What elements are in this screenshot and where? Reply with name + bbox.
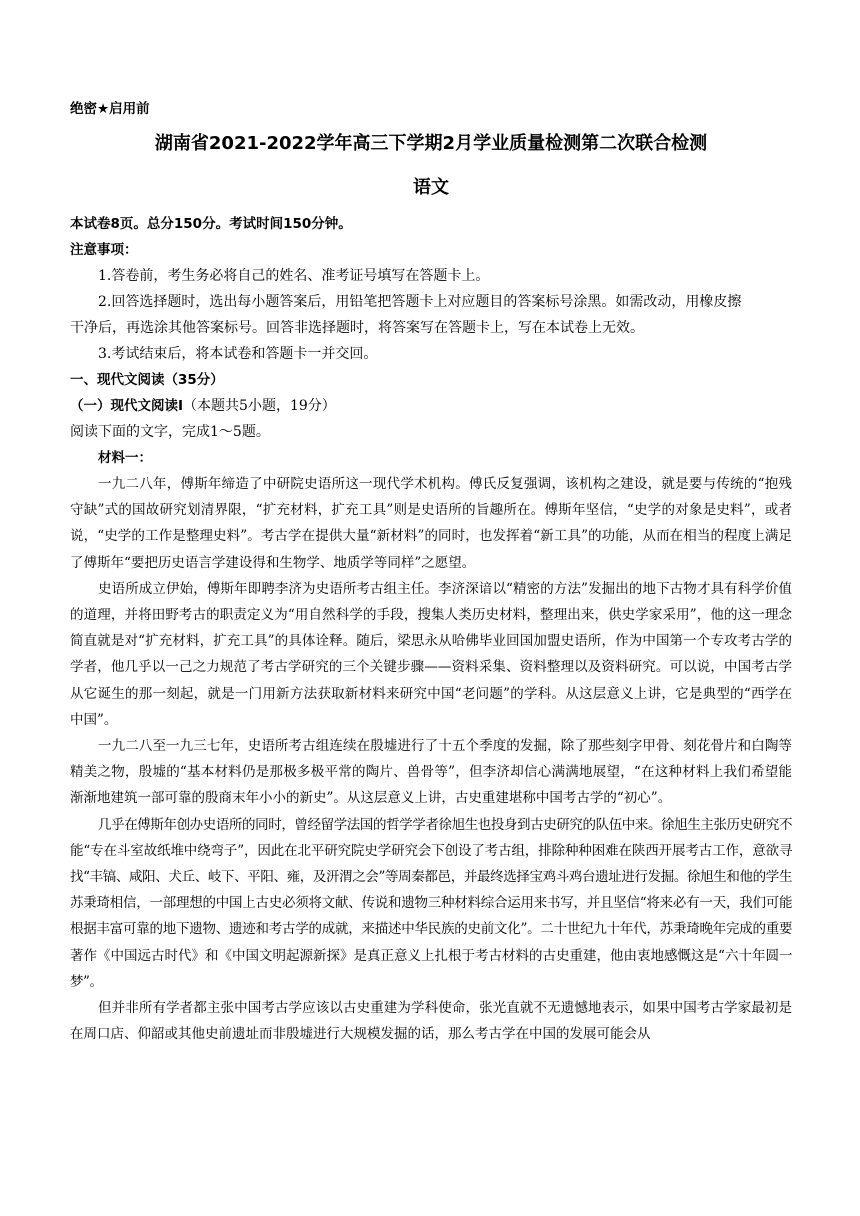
note-item: 1.答卷前，考生务必将自己的姓名、准考证号填写在答题卡上。 (98, 268, 490, 284)
note-item: 3.考试结束后，将本试卷和答题卡一并交回。 (98, 346, 378, 362)
subject-title: 语文 (413, 177, 449, 198)
reading-instruction: 阅读下面的文字，完成1～5题。 (70, 424, 270, 440)
material-label: 材料一： (98, 450, 152, 466)
exam-page (70, 96, 792, 1047)
passage-paragraph: 几乎在傅斯年创办史语所的同时，曾经留学法国的哲学学者徐旭生也投身到古史研究的队伍中来。徐旭生主张历史研究不能“专在斗室故纸堆中绕弯子”，因此在北平研究院史学研究会下创设了考古组，排除种种困难在陕西开展考古工作，意欲寻找“丰镐、咸阳、犬丘、岐下、平阳、雍，及汧渭之会”等周秦都邑，并最终选择宝鸡斗鸡台遗址进行发掘。徐旭生和他的学生苏秉琦相信，一部理想的中国上古史必须将文献、传说和遗物三种材料综合运用来书写，并且坚信“将来必有一天，我们可能根据丰富可靠的地下遗物、遗迹和考古学的成就，来描述中华民族的史前文化”。二十世纪九十年代，苏秉琦晚年完成的重要著作《中国远古时代》和《中国文明起源新探》是真正意义上扎根于考古材料的古史重建，他由衷地感慨这是“六十年圆一梦”。 (70, 816, 792, 990)
subsection-heading (70, 393, 792, 419)
passage-paragraph: 史语所成立伊始，傅斯年即聘李济为史语所考古组主任。李济深谙以“精密的方法”发掘出的地下古物才具有科学价值的道理，并将田野考古的职责定义为“用自然科学的手段，搜集人类历史材料，整理出来，供史学家采用”，他的这一理念简直就是对“扩充材料，扩充工具”的具体诠释。随后，梁思永从哈佛毕业回国加盟史语所，作为中国第一个专攻考古学的学者，他几乎以一己之力规范了考古学研究的三个关键步骤——资料采集、资料整理以及资料研究。可以说，中国考古学从它诞生的那一刻起，就是一门用新方法获取新材料来研究中国“老问题”的学科。从这层意义上讲，它是典型的“西学在中国”。 (70, 580, 792, 728)
secret-label: 绝密★启用前 (70, 101, 150, 117)
exam-title: 湖南省2021-2022学年高三下学期2月学业质量检测第二次联合检测 (154, 133, 708, 154)
exam-info: 本试卷8页。总分150分。考试时间150分钟。 (70, 216, 352, 232)
note-item: 2.回答选择题时，选出每小题答案后，用铅笔把答题卡上对应题目的答案标号涂黑。如需改动，用橡皮擦 (98, 294, 742, 310)
subsection-note: （本题共5小题，19分） (183, 398, 336, 414)
notes-heading: 注意事项： (70, 242, 138, 258)
passage-paragraph: 一九二八年，傅斯年缔造了中研院史语所这一现代学术机构。傅氏反复强调，该机构之建设，就是要与传统的“抱残守缺”式的国故研究划清界限，“扩充材料，扩充工具”则是史语所的旨趣所在。傅斯年坚信，“史学的对象是史料”，或者说，“史学的工作是整理史料”。考古学在提供大量“新材料”的同时，也发挥着“新工具”的功能，从而在相当的程度上满足了傅斯年“要把历史语言学建设得和生物学、地质学等同样”之愿望。 (70, 476, 792, 571)
passage-paragraph: 但并非所有学者都主张中国考古学应该以古史重建为学科使命，张光直就不无遗憾地表示，如果中国考古学家最初是在周口店、仰韶或其他史前遗址而非殷墟进行大规模发掘的话，那么考古学在中国的发展可能会从 (70, 1000, 792, 1043)
passage-paragraph: 一九二八至一九三七年，史语所考古组连续在殷墟进行了十五个季度的发掘，除了那些刻字甲骨、刻花骨片和白陶等精美之物，殷墟的“基本材料仍是那极多极平常的陶片、兽骨等”，但李济却信心满满地展望，“在这种材料上我们希望能渐渐地建筑一部可靠的殷商末年小小的新史”。从这层意义上讲，古史重建堪称中国考古学的“初心”。 (70, 738, 792, 807)
subsection-label: （一）现代文阅读Ⅰ (70, 398, 184, 414)
section-heading: 一、现代文阅读（35分） (70, 372, 224, 388)
note-item-continued: 干净后，再选涂其他答案标号。回答非选择题时，将答案写在答题卡上，写在本试卷上无效。 (70, 320, 644, 336)
